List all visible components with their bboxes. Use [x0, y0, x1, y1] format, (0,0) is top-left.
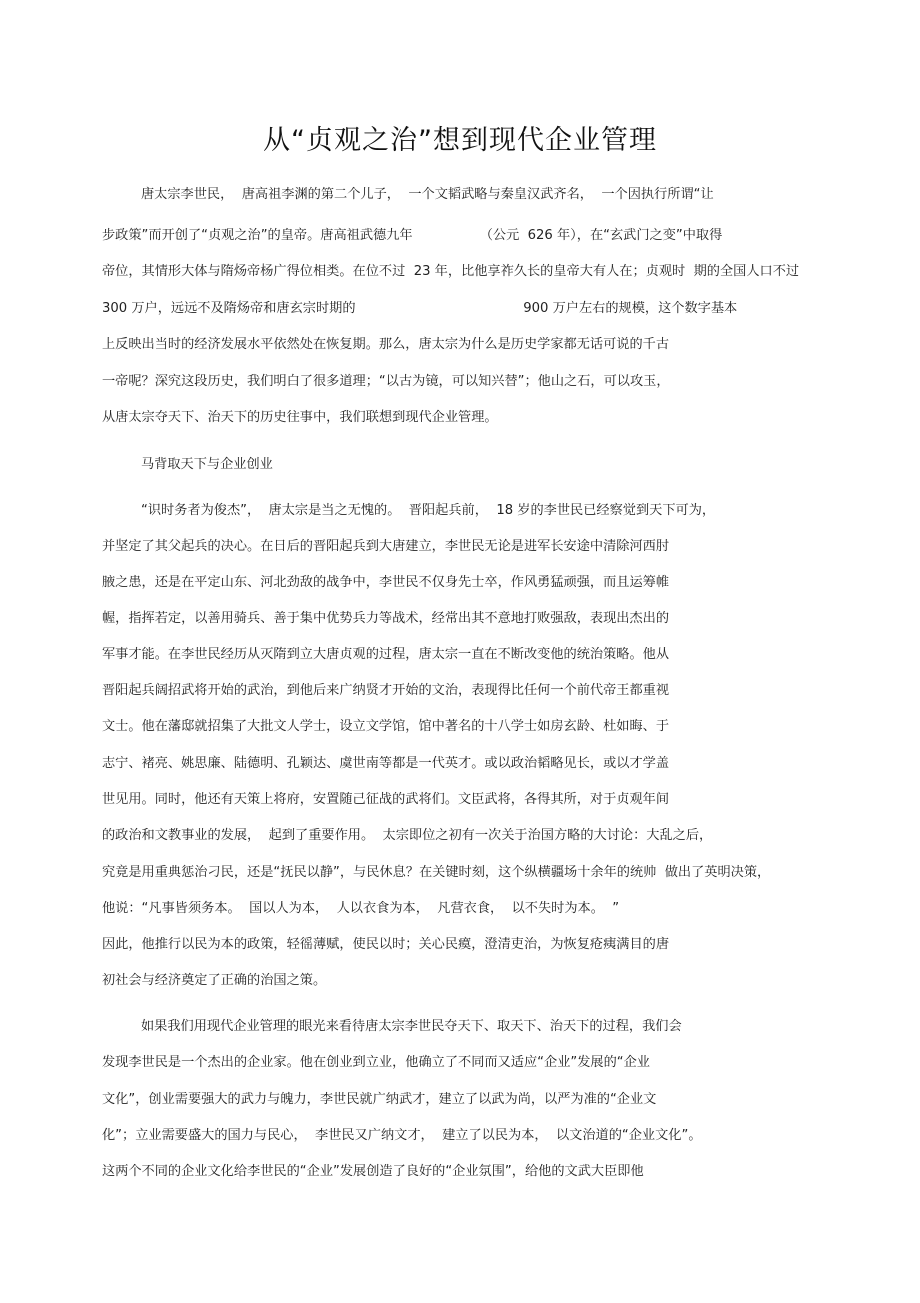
paragraph-line: 究竟是用重典惩治刁民，还是“抚民以静”，与民休息？在关键时刻，这个纵横疆场十余年的统帅 做出了英明决策， — [102, 865, 771, 880]
paragraph-line: 300 万户，远远不及隋炀帝和唐玄宗时期的 900 万户左右的规模，这个数字基本 — [102, 301, 738, 316]
paragraph-line: 因此，他推行以民为本的政策，轻徭薄赋，使民以时；关心民瘼，澄清吏治，为恢复疮痍满目的唐 — [102, 937, 670, 952]
paragraph-line: 世见用。同时，他还有天策上将府，安置随己征战的武将们。文臣武将，各得其所，对于贞观年间 — [102, 792, 670, 807]
paragraph-line: 这两个不同的企业文化给李世民的“企业”发展创造了良好的“企业氛围”，给他的文武大臣即他 — [102, 1164, 644, 1179]
paragraph-line: 唐太宗李世民， 唐高祖李渊的第二个儿子， 一个文韬武略与秦皇汉武齐名， 一个因执行所谓“让 — [141, 187, 714, 202]
paragraph-line: 军事才能。在李世民经历从灭隋到立大唐贞观的过程，唐太宗一直在不断改变他的统治策略。他从 — [102, 647, 670, 662]
paragraph-line: 帝位，其情形大体与隋炀帝杨广得位相类。在位不过 23 年，比他享祚久长的皇帝大有人在；贞观时 期的全国人口不过 — [102, 264, 800, 279]
paragraph-line: 他说：“凡事皆须务本。 国以人为本， 人以衣食为本， 凡营衣食， 以不失时为本。 ” — [102, 901, 620, 916]
paragraph-line: 的政治和文教事业的发展， 起到了重要作用。 太宗即位之初有一次关于治国方略的大讨论：大乱之后， — [102, 828, 713, 843]
paragraph-line: 一帝呢？深究这段历史，我们明白了很多道理；“以古为镜，可以知兴替”；他山之石，可以攻玉， — [102, 374, 670, 389]
paragraph-line: 发现李世民是一个杰出的企业家。他在创业到立业，他确立了不同而又适应“企业”发展的“企业 — [102, 1055, 650, 1070]
paragraph-line: “识时务者为俊杰”， 唐太宗是当之无愧的。 晋阳起兵前， 18 岁的李世民已经察觉到天下可为， — [141, 503, 716, 518]
paragraph-line: 并坚定了其父起兵的决心。在日后的晋阳起兵到大唐建立，李世民无论是进军长安途中清除河西肘 — [102, 539, 670, 554]
paragraph-line: 步政策”而开创了“贞观之治”的皇帝。唐高祖武德九年 （公元 626 年），在“玄武门之变”中取得 — [102, 228, 723, 243]
paragraph-line: 从唐太宗夺天下、治天下的历史往事中，我们联想到现代企业管理。 — [102, 410, 498, 425]
paragraph-line: 化”；立业需要盛大的国力与民心， 李世民又广纳文才， 建立了以民为本， 以文治道的“企业文化”。 — [102, 1128, 702, 1143]
paragraph-line: 志宁、褚亮、姚思廉、陆德明、孔颖达、虞世南等都是一代英才。或以政治韬略见长，或以才学盖 — [102, 756, 670, 771]
paragraph-line: 腋之患，还是在平定山东、河北劲敌的战争中，李世民不仅身先士卒，作风勇猛顽强，而且运筹帷 — [102, 575, 670, 590]
paragraph-line: 上反映出当时的经济发展水平依然处在恢复期。那么，唐太宗为什么是历史学家都无话可说的千古 — [102, 337, 670, 352]
section-heading: 马背取天下与企业创业 — [141, 457, 273, 472]
paragraph-line: 初社会与经济奠定了正确的治国之策。 — [102, 973, 327, 988]
page-title: 从“贞观之治”想到现代企业管理 — [263, 125, 657, 156]
paragraph-line: 文士。他在藩邸就招集了大批文人学士，设立文学馆，馆中著名的十八学士如房玄龄、杜如晦、于 — [102, 719, 670, 734]
paragraph-line: 幄，指挥若定，以善用骑兵、善于集中优势兵力等战术，经常出其不意地打败强敌，表现出杰出的 — [102, 611, 670, 626]
paragraph-line: 如果我们用现代企业管理的眼光来看待唐太宗李世民夺天下、取天下、治天下的过程，我们会 — [141, 1019, 682, 1034]
paragraph-line: 晋阳起兵阔招武将开始的武治，到他后来广纳贤才开始的文治，表现得比任何一个前代帝王都重视 — [102, 683, 670, 698]
paragraph-line: 文化”，创业需要强大的武力与魄力，李世民就广纳武才，建立了以武为尚，以严为准的“企业文 — [102, 1092, 657, 1107]
